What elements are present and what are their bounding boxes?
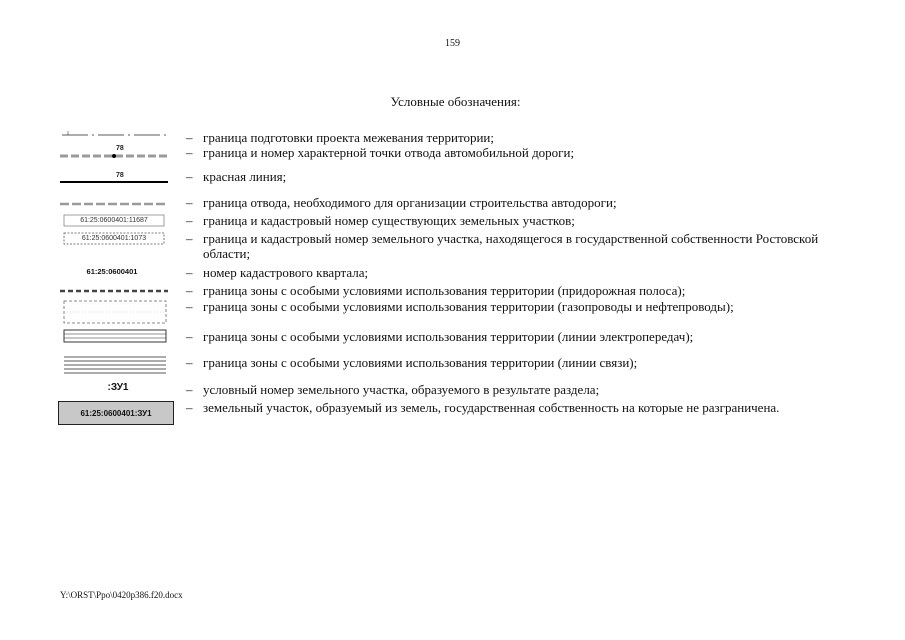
legend-dash: – [186, 299, 193, 314]
legend-dash: – [186, 329, 193, 344]
formed-parcel-box: 61:25:0600401:ЗУ1 [58, 401, 174, 425]
existing-parcel-number: 61:25:0600401:11687 [80, 217, 148, 224]
state-parcel-number: 61:25:0600401:1073 [81, 235, 147, 242]
legend-dash: – [186, 231, 193, 246]
conditional-number-label: :ЗУ1 [107, 382, 129, 393]
legend-text: номер кадастрового квартала; [203, 265, 369, 280]
roadside-strip-symbol [58, 283, 178, 297]
legend-text: условный номер земельного участка, образуемого в результате раздела; [203, 382, 600, 397]
page-number: 159 [445, 38, 460, 49]
legend-dash: – [186, 265, 193, 280]
legend-text: граница и номер характерной точки отвода автомобильной дороги; [203, 145, 575, 160]
legend-dash: – [186, 130, 193, 145]
legend-text: красная линия; [203, 169, 287, 184]
red-line-number-label: 78 [116, 172, 124, 179]
legend-dash: – [186, 283, 193, 298]
legend-text: граница и кадастровый номер существующих земельных участков; [203, 213, 575, 228]
cadastral-quarter-number: 61:25:0600401 [86, 267, 138, 276]
legend-dash: – [186, 145, 193, 160]
project-boundary-symbol [58, 130, 178, 140]
legend-title: Условные обозначения: [390, 94, 521, 109]
legend-dash: – [186, 382, 193, 397]
legend-text: граница и кадастровый номер земельного участка, находящегося в государственной собственности Ростовской области; [203, 231, 819, 261]
point-number-label: 78 [116, 145, 124, 152]
pipelines-symbol [58, 299, 178, 325]
legend-text: граница подготовки проекта межевания территории; [203, 130, 494, 145]
legend-dash: – [186, 213, 193, 228]
legend-dash: – [186, 169, 193, 184]
legend-text: земельный участок, образуемый из земель, государственная собственность на которые не разграничена. [203, 400, 780, 415]
footer-file-path: Y:\ORST\Ppo\0420p386.f20.docx [60, 590, 183, 600]
legend-text: граница зоны с особыми условиями использования территории (линии связи); [203, 355, 638, 370]
legend-text: граница зоны с особыми условиями использования территории (придорожная полоса); [203, 283, 686, 298]
legend-text: граница зоны с особыми условиями использования территории (газопроводы и нефтепроводы); [203, 299, 734, 314]
communication-lines-symbol [58, 355, 178, 377]
legend-text: граница отвода, необходимого для организации строительства автодороги; [203, 195, 617, 210]
legend-dash: – [186, 355, 193, 370]
legend-dash: – [186, 400, 193, 415]
power-lines-symbol [58, 329, 178, 345]
construction-allotment-symbol [58, 195, 178, 209]
legend-text: граница зоны с особыми условиями использования территории (линии электропередач); [203, 329, 694, 344]
legend-dash: – [186, 195, 193, 210]
